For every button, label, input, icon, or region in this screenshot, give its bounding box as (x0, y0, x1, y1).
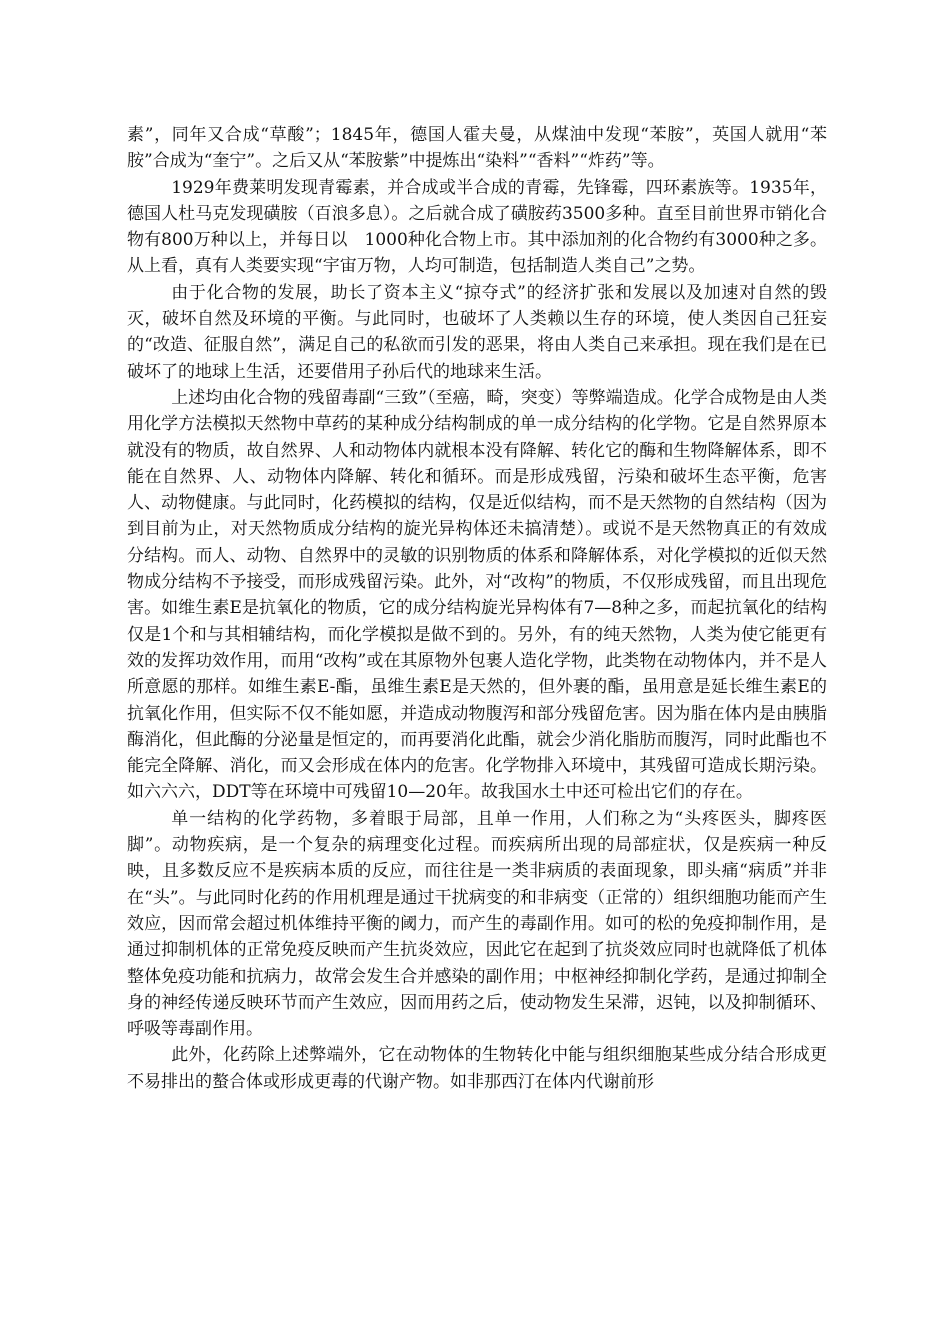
document-body (127, 122, 827, 1095)
paragraph-metabolism: 此外，化药除上述弊端外，它在动物体的生物转化中能与组织细胞某些成分结合形成更不易排出的螯合体或形成更毒的代谢产物。如非那西汀在体内代谢前形 (127, 1045, 827, 1092)
paragraph-environment: 由于化合物的发展，助长了资本主义“掠夺式”的经济扩张和发展以及加速对自然的毁灭，破坏自然及环境的平衡。与此同时，也破坏了人类赖以生存的环境，使人类因自己狂妄的“改造、征服自然”，满足自己的私欲而引发的恶果，将由人类自己来承担。现在我们是在已破坏了的地球上生活，还要借用子孙后代的地球来生活。 (127, 282, 827, 382)
paragraph-continuation: 素”，同年又合成“草酸”；1845年，德国人霍夫曼，从煤油中发现“苯胺”，英国人就用“苯胺”合成为“奎宁”。之后又从“苯胺紫”中提炼出“染料”“香料”“炸药”等。 (127, 125, 827, 172)
paragraph-residue: 上述均由化合物的残留毒副“三致”（至癌，畸，突变）等弊端造成。化学合成物是由人类用化学方法模拟天然物中草药的某种成分结构制成的单一成分结构的化学物。它是自然界原本就没有的物质，故自然界、人和动物体内就根本没有降解、转化它的酶和生物降解体系，即不能在自然界、人、动物体内降解、转化和循环。而是形成残留，污染和破坏生态平衡，危害人、动物健康。与此同时，化药模拟的结构，仅是近似结构，而不是天然物的自然结构（因为到目前为止，对天然物质成分结构的旋光异构体还未搞清楚）。或说不是天然物真正的有效成分结构。而人、动物、自然界中的灵敏的识别物质的体系和降解体系，对化学模拟的近似天然物成分结构不予接受，而形成残留污染。此外，对“改构”的物质，不仅形成残留，而且出现危害。如维生素E是抗氧化的物质，它的成分结构旋光异构体有7—8种之多，而起抗氧化的结构仅是1个和与其相辅结构，而化学模拟是做不到的。另外，有的纯天然物，人类为使它能更有效的发挥功效作用，而用“改构”或在其原物外包裹人造化学物，此类物在动物体内，并不是人所意愿的那样。如维生素E-酯，虽维生素E是天然的，但外裹的酯，虽用意是延长维生素E的抗氧化作用，但实际不仅不能如愿，并造成动物腹泻和部分残留危害。因为脂在体内是由胰脂酶消化，但此酶的分泌量是恒定的，而再要消化此酯，就会少消化脂肪而腹泻，同时此酯也不能完全降解、消化，而又会形成在体内的危害。化学物排入环境中，其残留可造成长期污染。如六六六，DDT等在环境中可残留10—20年。故我国水土中还可检出它们的存在。 (127, 387, 827, 803)
paragraph-single-structure: 单一结构的化学药物，多着眼于局部，且单一作用，人们称之为“头疼医头，脚疼医脚”。动物疾病，是一个复杂的病理变化过程。而疾病所出现的局部症状，仅是疾病一种反映，且多数反应不是疾病本质的反应，而往往是一类非病质的表面现象，即头痛“病质”并非在“头”。与此同时化药的作用机理是通过干扰病变的和非病变（正常的）组织细胞功能而产生效应，因而常会超过机体维持平衡的阈力，而产生的毒副作用。如可的松的免疫抑制作用，是通过抑制机体的正常免疫反映而产生抗炎效应，因此它在起到了抗炎效应同时也就降低了机体整体免疫功能和抗病力，故常会发生合并感染的副作用；中枢神经抑制化学药，是通过抑制全身的神经传递反映环节而产生效应，因而用药之后，使动物发生呆滞，迟钝，以及抑制循环、呼吸等毒副作用。 (127, 808, 827, 1040)
paragraph-penicillin: 1929年费莱明发现青霉素，并合成或半合成的青霉，先锋霉，四环素族等。1935年，德国人杜马克发现磺胺（百浪多息）。之后就合成了磺胺药3500多种。直至目前世界市销化合物有800万种以上，并每日以 1000种化合物上市。其中添加剂的化合物约有3000种之多。从上看，真有人类要实现“宇宙万物，人均可制造，包括制造人类自己”之势。 (127, 177, 827, 277)
